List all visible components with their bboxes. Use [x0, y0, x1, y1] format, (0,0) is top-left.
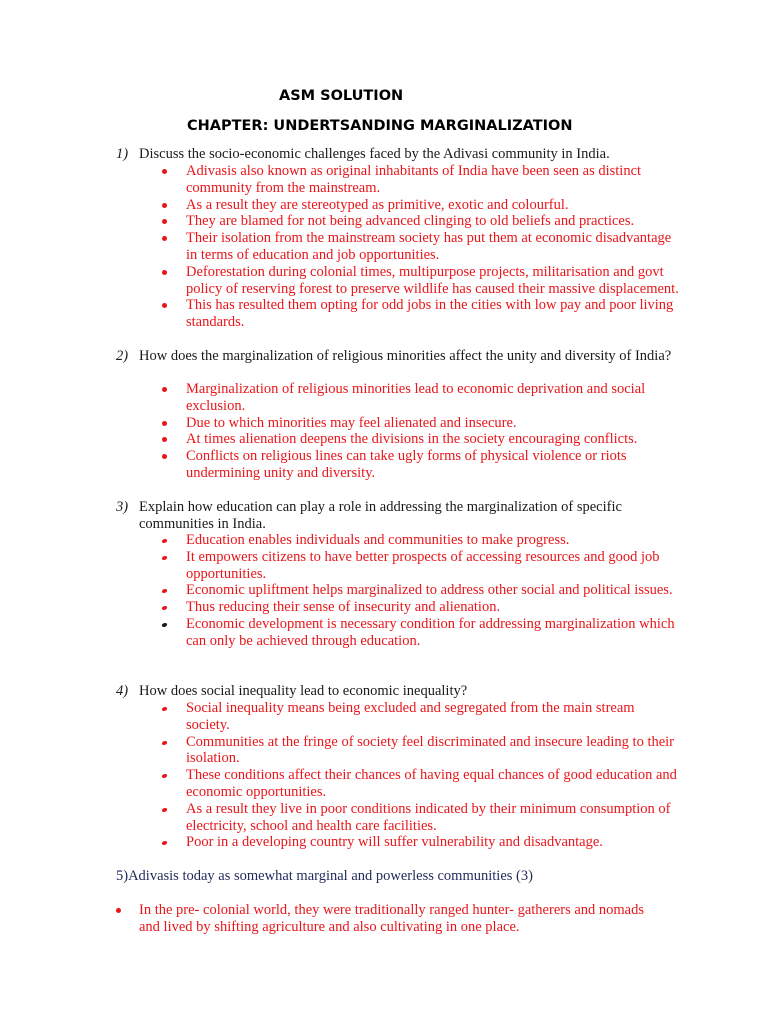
answer-item: Conflicts on religious lines can take ugly forms of physical violence or riots undermining unity and diversity.: [160, 448, 680, 482]
answer-item: At times alienation deepens the divisions in the society encouraging conflicts.: [160, 431, 680, 448]
bullet-icon: [162, 454, 167, 459]
bullet-icon: [162, 219, 167, 224]
bullet-icon: [162, 270, 167, 275]
answer-list: [160, 163, 680, 331]
bullet-icon: [161, 841, 167, 845]
answer-item: Economic development is necessary condition for addressing marginalization which can only be achieved through education.: [160, 616, 680, 650]
bullet-icon: [161, 539, 167, 543]
bullet-icon: [162, 169, 167, 174]
bullet-icon: [161, 741, 167, 745]
question-text: Discuss the socio-economic challenges faced by the Adivasi community in India.: [139, 146, 610, 162]
chapter-title: CHAPTER: UNDERTSANDING MARGINALIZATION: [187, 118, 573, 134]
bullet-icon: [162, 236, 167, 241]
question-number: 2): [116, 348, 129, 364]
answer-item: Education enables individuals and communities to make progress.: [160, 532, 680, 549]
answer-item: Due to which minorities may feel alienated and insecure.: [160, 415, 680, 432]
bullet-icon: [162, 437, 167, 442]
bullet-icon: [162, 421, 167, 426]
answer-item: Thus reducing their sense of insecurity and alienation.: [160, 599, 680, 616]
answer-list: [160, 532, 680, 650]
question-text: How does social inequality lead to economic inequality?: [139, 683, 468, 699]
answer-item: Adivasis also known as original inhabitants of India have been seen as distinct community from the mainstream.: [160, 163, 680, 197]
bullet-icon: [162, 387, 167, 392]
question-text: 5)Adivasis today as somewhat marginal and powerless communities (3): [116, 868, 533, 884]
bullet-icon: [116, 908, 121, 913]
question-text: How does the marginalization of religious minorities affect the unity and diversity of India?: [139, 348, 672, 364]
bullet-icon: [161, 556, 167, 560]
answer-item: Communities at the fringe of society feel discriminated and insecure leading to their isolation.: [160, 734, 680, 768]
answer-item: In the pre- colonial world, they were traditionally ranged hunter- gatherers and nomads and lived by shifting agriculture and also cultivating in one place.: [115, 902, 655, 936]
answer-item: Deforestation during colonial times, multipurpose projects, militarisation and govt policy of reserving forest to preserve wildlife has caused their massive displacement.: [160, 264, 680, 298]
answer-item: Their isolation from the mainstream society has put them at economic disadvantage in terms of education and job opportunities.: [160, 230, 680, 264]
answer-item: Marginalization of religious minorities lead to economic deprivation and social exclusion.: [160, 381, 680, 415]
answer-list: [160, 700, 680, 851]
question-number: 1): [116, 146, 129, 162]
answer-list: [115, 902, 655, 936]
answer-item: Social inequality means being excluded and segregated from the main stream society.: [160, 700, 680, 734]
answer-item: Economic upliftment helps marginalized to address other social and political issues.: [160, 582, 680, 599]
question-text: Explain how education can play a role in addressing the marginalization of specific communities in India.: [139, 499, 622, 532]
answer-item: It empowers citizens to have better prospects of accessing resources and good job opportunities.: [160, 549, 680, 583]
bullet-icon: [161, 606, 167, 610]
answer-item: As a result they are stereotyped as primitive, exotic and colourful.: [160, 197, 680, 214]
bullet-icon: [161, 589, 167, 593]
answer-item: These conditions affect their chances of having equal chances of good education and economic opportunities.: [160, 767, 680, 801]
question-number: 4): [116, 683, 129, 699]
question-number: 3): [116, 499, 129, 515]
answer-item: This has resulted them opting for odd jobs in the cities with low pay and poor living standards.: [160, 297, 680, 331]
answer-item: As a result they live in poor conditions indicated by their minimum consumption of electricity, school and health care facilities.: [160, 801, 680, 835]
answer-list: [160, 381, 680, 482]
bullet-icon: [162, 203, 167, 208]
bullet-icon: [162, 303, 167, 308]
bullet-icon: [161, 623, 167, 627]
document-title: ASM SOLUTION: [279, 88, 404, 104]
bullet-icon: [161, 774, 167, 778]
answer-item: They are blamed for not being advanced clinging to old beliefs and practices.: [160, 213, 680, 230]
bullet-icon: [161, 707, 167, 711]
bullet-icon: [161, 808, 167, 812]
answer-item: Poor in a developing country will suffer vulnerability and disadvantage.: [160, 834, 680, 851]
